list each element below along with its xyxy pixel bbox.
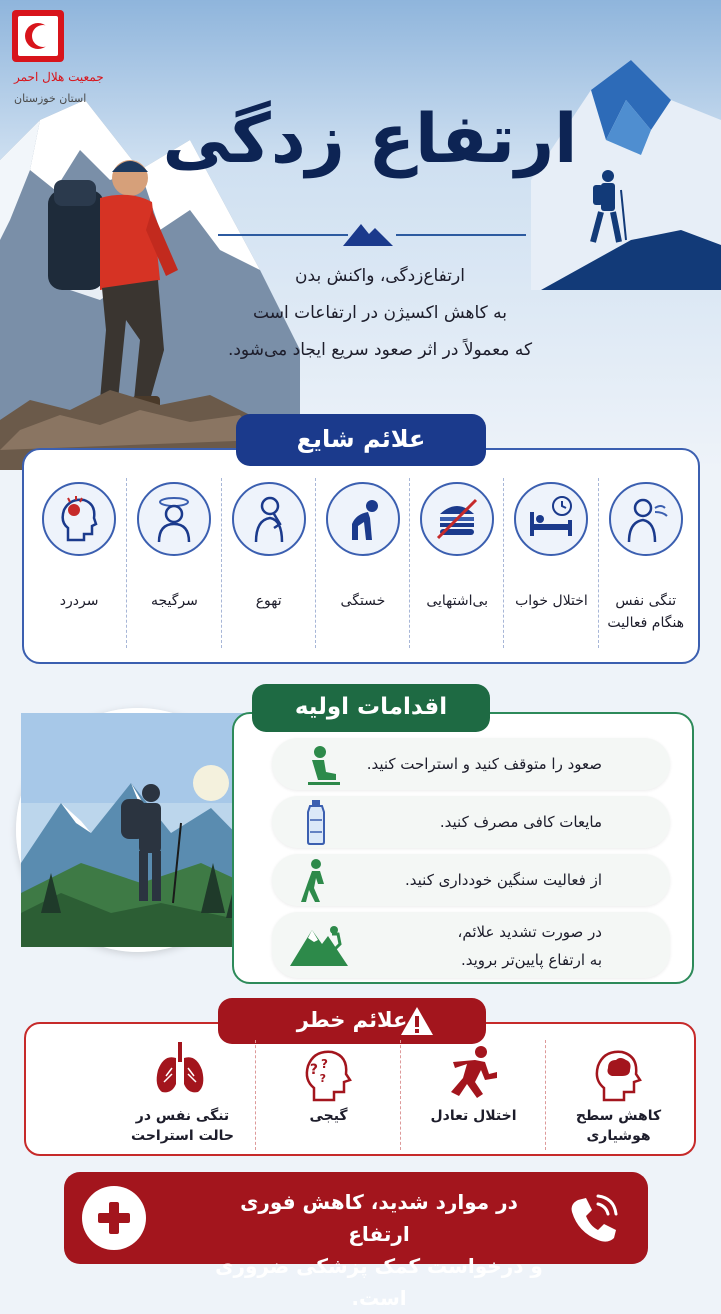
svg-text:?: ? (309, 1062, 318, 1078)
intro-line: که معمولاً در اثر صعود سریع ایجاد می‌شود. (227, 340, 533, 360)
walking-icon (288, 858, 344, 906)
danger-label-line: حالت استراحت (131, 1128, 234, 1144)
headache-icon (42, 482, 116, 556)
mountain-peak-icon (343, 220, 393, 246)
logo-emblem (12, 10, 64, 62)
fatigue-icon (326, 482, 400, 556)
rest-icon (288, 742, 344, 790)
confused-head-icon (296, 1044, 356, 1104)
svg-text:?: ? (319, 1072, 326, 1085)
emergency-message (214, 1186, 544, 1314)
emergency-call-banner (64, 1172, 648, 1310)
symptom-label: سردرد (59, 593, 99, 609)
symptom-item (503, 478, 597, 648)
brain-head-icon (586, 1044, 646, 1104)
descend-mountain-icon (288, 920, 350, 968)
symptom-label: خستگی (340, 593, 386, 609)
phone-icon (564, 1190, 622, 1248)
red-crescent-logo (12, 10, 122, 110)
page-title: ارتفاع زدگی (162, 100, 578, 179)
danger-label (110, 1106, 255, 1146)
title-divider-right (396, 234, 526, 236)
symptom-item (315, 478, 409, 648)
danger-item (255, 1040, 400, 1150)
danger-item (110, 1040, 255, 1150)
svg-text:?: ? (321, 1057, 328, 1071)
symptom-item (221, 478, 315, 648)
breathless-icon (609, 482, 683, 556)
symptoms-list (32, 478, 692, 648)
first-aid-item (272, 738, 670, 790)
first-aid-text: صعود را متوقف کنید و استراحت کنید. (366, 755, 602, 773)
first-aid-item (272, 912, 670, 978)
first-aid-text-line: در صورت تشدید علائم، (457, 923, 602, 941)
lungs-icon (150, 1040, 210, 1100)
logo-province: استان خوزستان (14, 92, 87, 105)
danger-item (545, 1040, 690, 1150)
no-appetite-icon (420, 482, 494, 556)
emergency-line: در موارد شدید، کاهش فوری ارتفاع (240, 1190, 518, 1246)
logo-org-name: جمعیت هلال احمر (14, 70, 104, 84)
danger-header-label: علائم خطر (296, 1008, 408, 1032)
danger-item (400, 1040, 545, 1150)
sleep-disorder-icon (514, 482, 588, 556)
emergency-line: و درخواست کمک پزشکی ضروری است. (215, 1254, 543, 1310)
symptoms-header: علائم شایع (236, 414, 486, 466)
symptom-label: سرگیجه (150, 593, 198, 609)
intro-text (200, 258, 560, 369)
symptom-label: اختلال خواب (515, 593, 588, 609)
intro-line: به کاهش اکسیژن در ارتفاعات است (253, 303, 507, 323)
danger-signs-header (218, 998, 486, 1044)
symptom-item (32, 478, 126, 648)
danger-label-line: تنگی نفس در (135, 1108, 230, 1124)
first-aid-text: مایعات کافی مصرف کنید. (439, 813, 602, 831)
danger-signs-list (60, 1040, 690, 1150)
water-bottle-icon (288, 798, 344, 846)
symptom-item (598, 478, 692, 648)
symptom-item (126, 478, 220, 648)
warning-icon (400, 1005, 434, 1037)
falling-runner-icon (441, 1044, 501, 1104)
first-aid-item (272, 796, 670, 848)
intro-line: ارتفاع‌زدگی، واکنش بدن (295, 266, 465, 286)
nausea-icon (232, 482, 306, 556)
danger-label: کاهش سطح هوشیاری (575, 1108, 662, 1144)
title-divider-left (218, 234, 348, 236)
first-aid-text-line: به ارتفاع پایین‌تر بروید. (460, 951, 602, 969)
danger-label: اختلال تعادل (430, 1108, 517, 1124)
crescent-icon (22, 20, 54, 52)
symptom-label: تنگی نفس هنگام فعالیت (607, 593, 685, 631)
symptom-label: تهوع (255, 593, 282, 609)
symptom-item (409, 478, 503, 648)
first-aid-header: اقدامات اولیه (252, 684, 490, 732)
first-aid-item (272, 854, 670, 906)
hiker-landscape-photo (16, 708, 260, 952)
first-aid-text: از فعالیت سنگین خودداری کنید. (405, 871, 602, 889)
dizziness-icon (137, 482, 211, 556)
symptom-label: بی‌اشتهایی (426, 593, 489, 609)
danger-label: گیجی (309, 1108, 348, 1124)
medical-plus-icon (82, 1186, 146, 1250)
